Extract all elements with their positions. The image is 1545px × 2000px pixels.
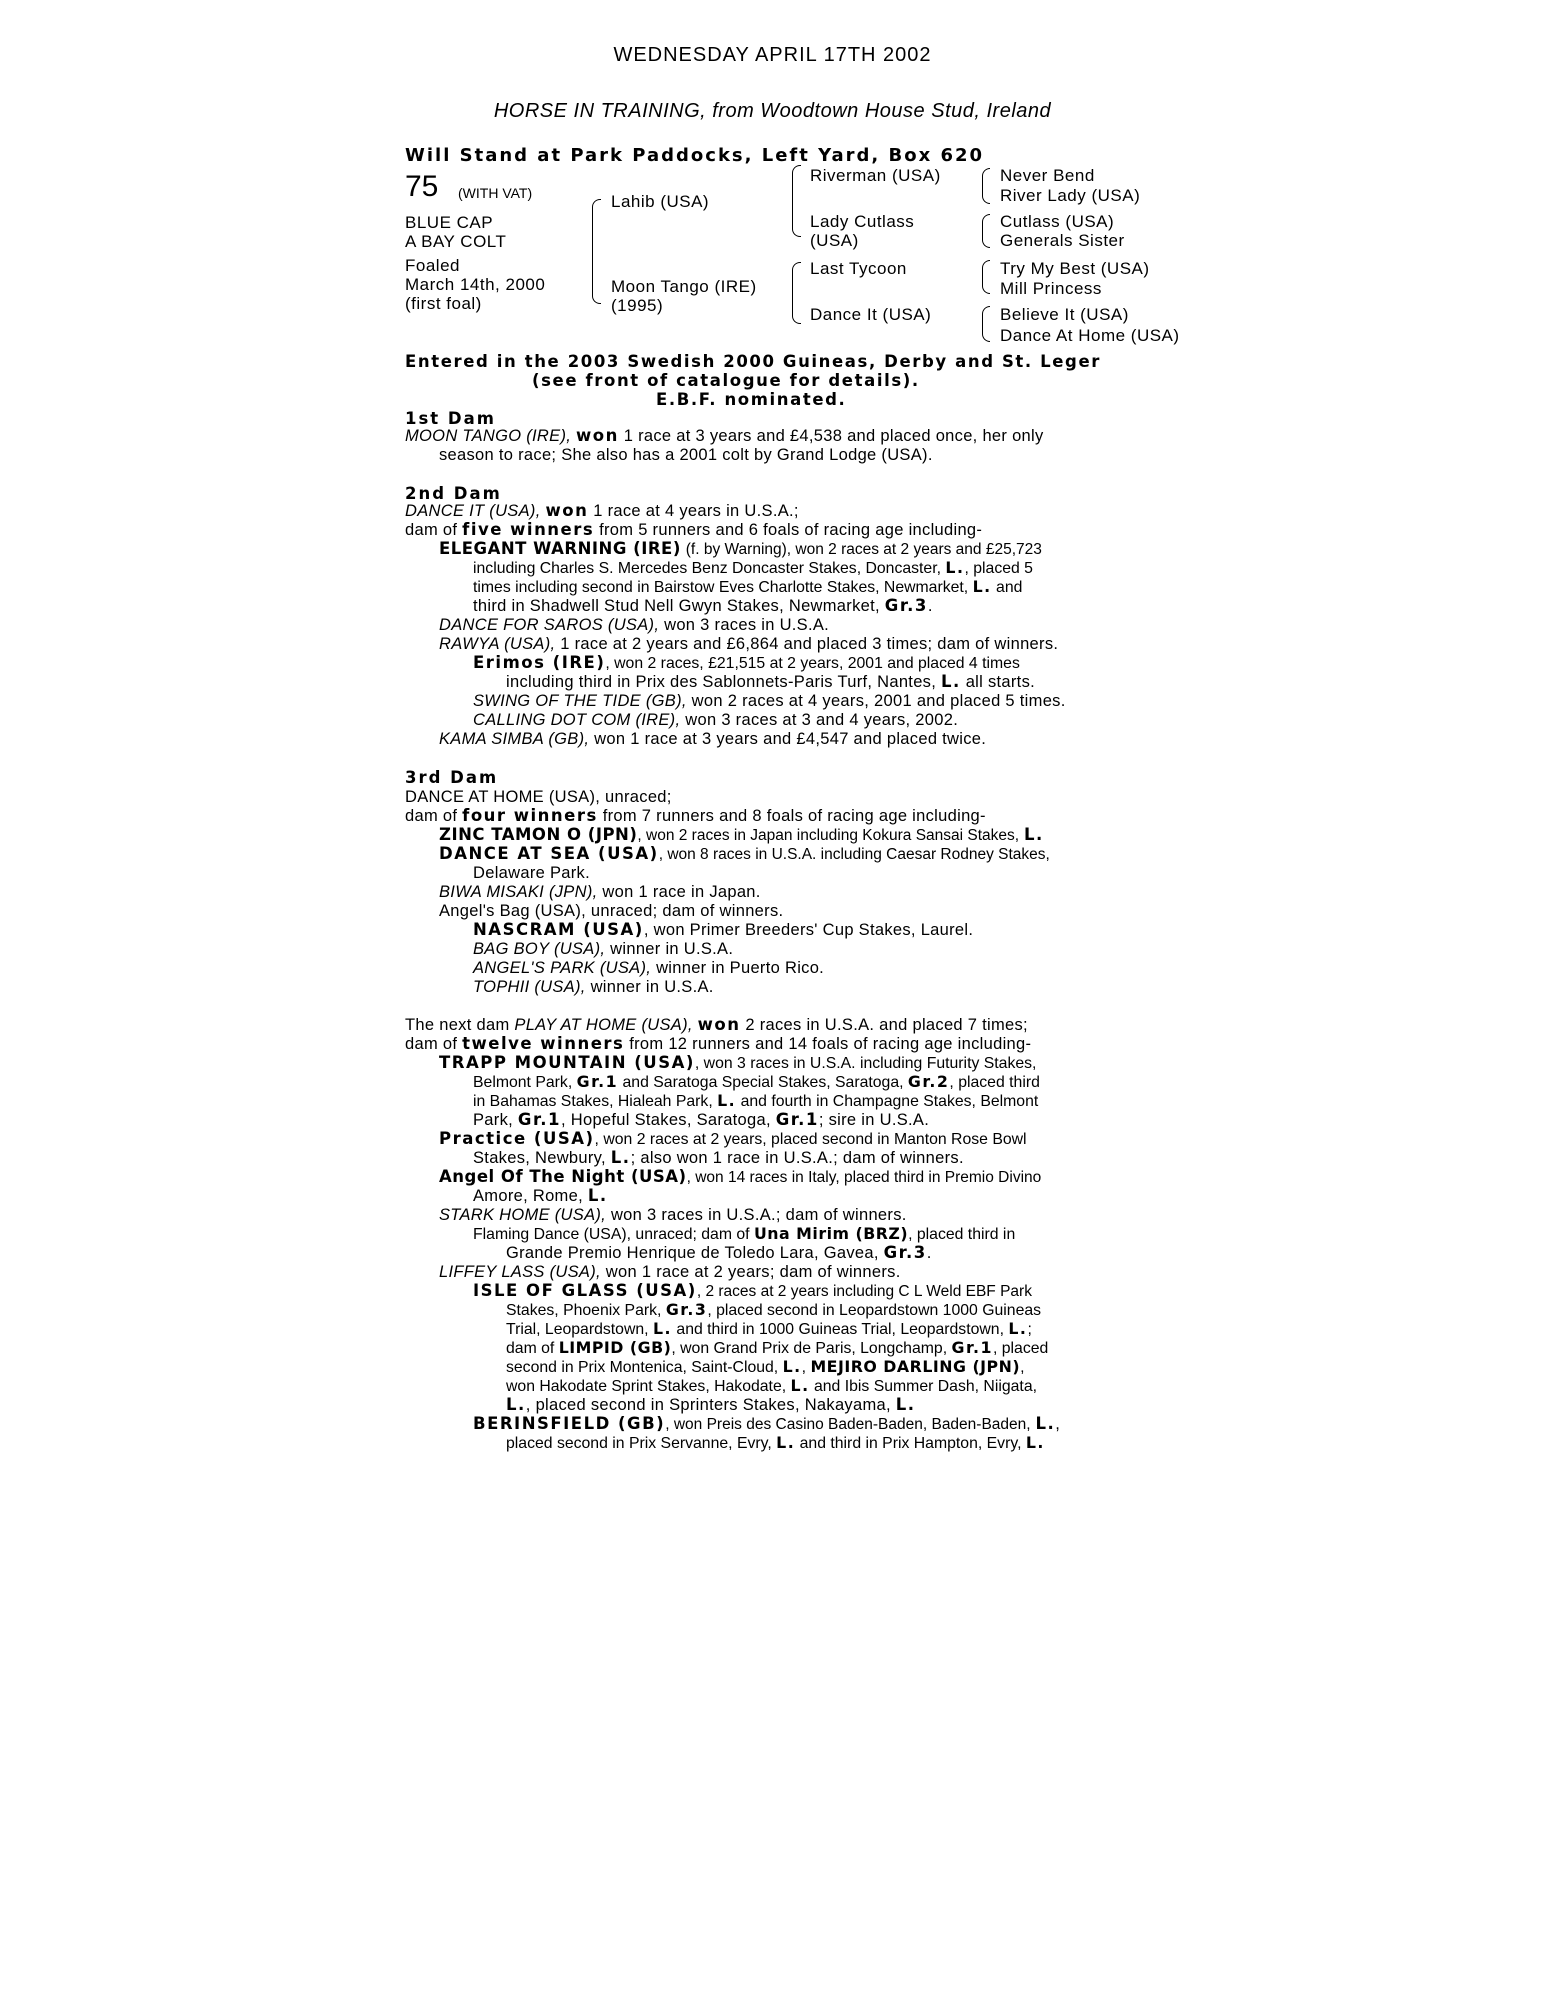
pedigree-brace-sire xyxy=(792,165,801,237)
listed-badge: L. xyxy=(652,1319,673,1338)
horse-name: NASCRAM (USA) xyxy=(473,920,644,939)
winners-count: five winners xyxy=(462,520,595,539)
first-dam-heading: 1st Dam xyxy=(405,409,496,428)
biwa-misaki: BIWA MISAKI (JPN), won 1 race in Japan. xyxy=(439,883,761,901)
race-record: (f. by Warning), won 2 races at 2 years and £25,723 xyxy=(685,541,1042,558)
pedigree-sss: Never Bend xyxy=(1000,166,1095,185)
next-dam-line-1: The next dam PLAY AT HOME (USA), won 2 races in U.S.A. and placed 7 times; xyxy=(405,1015,1028,1034)
lot-number: 75 xyxy=(405,170,439,203)
listed-badge: L. xyxy=(1024,825,1044,844)
pedigree-brace-ds xyxy=(982,260,990,294)
dance-at-sea-line-2: Delaware Park. xyxy=(473,864,590,882)
dance-for-saros: DANCE FOR SAROS (USA), won 3 races in U.S.A. xyxy=(439,616,830,634)
horse-name: Practice (USA) xyxy=(439,1129,595,1148)
elegant-warning-line-1 xyxy=(439,540,1042,560)
trapp-mountain-line-2: Belmont Park, Gr.1 and Saratoga Special Stakes, Saratoga, Gr.2, placed third xyxy=(473,1072,1040,1091)
liffey-lass: LIFFEY LASS (USA), won 1 race at 2 years; dam of winners. xyxy=(439,1263,901,1281)
horse-name: Erimos (IRE) xyxy=(473,653,606,672)
horse-name: BERINSFIELD (GB) xyxy=(473,1414,666,1433)
horse-name: ISLE OF GLASS (USA) xyxy=(473,1281,697,1300)
bag-boy: BAG BOY (USA), winner in U.S.A. xyxy=(473,940,734,958)
erimos-line-2: including third in Prix des Sablonnets-Paris Turf, Nantes, L. all starts. xyxy=(506,672,1036,691)
berinsfield-line-2: placed second in Prix Servanne, Evry, L. and third in Prix Hampton, Evry, L. xyxy=(506,1433,1045,1452)
listed-badge: L. xyxy=(945,558,965,577)
kama-simba: KAMA SIMBA (GB), won 1 race at 3 years and £4,547 and placed twice. xyxy=(439,730,987,748)
horse-name: MEJIRO DARLING (JPN) xyxy=(810,1357,1021,1376)
pedigree-sire-sire: Riverman (USA) xyxy=(810,166,941,185)
pedigree-ssd: River Lady (USA) xyxy=(1000,186,1141,205)
practice-line-2: Stakes, Newbury, L.; also won 1 race in U.S.A.; dam of winners. xyxy=(473,1148,964,1167)
listed-badge: L. xyxy=(895,1395,916,1414)
second-dam-produce xyxy=(405,521,982,540)
third-dam-heading: 3rd Dam xyxy=(405,768,499,787)
listed-badge: L. xyxy=(1035,1414,1056,1433)
listed-badge: L. xyxy=(776,1433,796,1452)
listed-badge: L. xyxy=(717,1091,737,1110)
winners-count: twelve winners xyxy=(462,1034,625,1053)
entries-line-2: (see front of catalogue for details). xyxy=(532,371,920,390)
sale-subtitle: HORSE IN TRAINING, from Woodtown House Stud, Ireland xyxy=(493,100,1052,122)
listed-badge: L. xyxy=(782,1357,802,1376)
winners-count: four winners xyxy=(462,806,598,825)
horse-name: ZINC TAMON O (JPN) xyxy=(439,825,638,844)
third-dam-line-1: DANCE AT HOME (USA), unraced; xyxy=(405,788,672,806)
entries-line-3: E.B.F. nominated. xyxy=(656,390,847,409)
horse-name: DANCE AT SEA (USA) xyxy=(439,844,659,863)
angel-of-the-night-line-1: Angel Of The Night (USA), won 14 races in Italy, placed third in Premio Divino xyxy=(439,1167,1042,1186)
calling-dot-com: CALLING DOT COM (IRE), won 3 races at 3 and 4 years, 2002. xyxy=(473,711,959,729)
elegant-warning-line-4: third in Shadwell Stud Nell Gwyn Stakes, Newmarket, Gr.3. xyxy=(473,596,933,615)
sale-date: WEDNESDAY APRIL 17TH 2002 xyxy=(613,44,932,66)
pedigree-brace-dd xyxy=(982,306,990,342)
pedigree-dam-dam: Dance It (USA) xyxy=(810,305,932,324)
pedigree-dds: Believe It (USA) xyxy=(1000,305,1129,324)
practice-line-1: Practice (USA), won 2 races at 2 years, placed second in Manton Rose Bowl xyxy=(439,1129,1027,1148)
pedigree-ddd: Dance At Home (USA) xyxy=(1000,326,1180,345)
trapp-mountain-line-4: Park, Gr.1, Hopeful Stakes, Saratoga, Gr.1; sire in U.S.A. xyxy=(473,1110,930,1129)
listed-badge: L. xyxy=(1008,1319,1028,1338)
isle-of-glass-line-3: Trial, Leopardstown, L. and third in 1000 Guineas Trial, Leopardstown, L.; xyxy=(506,1319,1032,1338)
dance-at-sea-line-1: DANCE AT SEA (USA), won 8 races in U.S.A. including Caesar Rodney Stakes, xyxy=(439,844,1050,863)
listed-badge: L. xyxy=(941,672,961,691)
flaming-dance-line-1: Flaming Dance (USA), unraced; dam of Una Mirim (BRZ), placed third in xyxy=(473,1224,1016,1243)
stand-location: Will Stand at Park Paddocks, Left Yard, Box 620 xyxy=(405,145,985,166)
group-badge: Gr.3 xyxy=(883,1243,927,1262)
second-dam-line-1 xyxy=(405,502,799,521)
horse-name: LIMPID (GB) xyxy=(558,1338,672,1357)
isle-of-glass-line-7: L., placed second in Sprinters Stakes, Nakayama, L. xyxy=(506,1395,916,1414)
angels-park: ANGEL'S PARK (USA), winner in Puerto Rico. xyxy=(473,959,825,977)
pedigree-dam-year: (1995) xyxy=(611,296,664,315)
angels-bag: Angel's Bag (USA), unraced; dam of winners. xyxy=(439,902,784,920)
pedigree-brace-sd xyxy=(982,214,990,248)
won-label: won xyxy=(576,426,619,445)
horse-name: BLUE CAP xyxy=(405,213,494,232)
tophii: TOPHII (USA), winner in U.S.A. xyxy=(473,978,714,996)
next-dam-produce: dam of twelve winners from 12 runners and 14 foals of racing age including- xyxy=(405,1034,1032,1053)
horse-name: Una Mirim (BRZ) xyxy=(753,1224,909,1243)
isle-of-glass-line-1: ISLE OF GLASS (USA), 2 races at 2 years including C L Weld EBF Park xyxy=(473,1281,1032,1300)
pedigree-dsd: Mill Princess xyxy=(1000,279,1102,298)
foaled-label: Foaled xyxy=(405,256,460,275)
foaled-note: (first foal) xyxy=(405,294,482,313)
listed-badge: L. xyxy=(790,1376,810,1395)
pedigree-brace-dam xyxy=(792,262,801,324)
listed-badge: L. xyxy=(506,1395,526,1414)
second-dam-text: 1 race at 4 years in U.S.A.; xyxy=(593,502,799,520)
group-badge: Gr.2 xyxy=(907,1072,950,1091)
group-badge: Gr.1 xyxy=(951,1338,993,1357)
nascram: NASCRAM (USA), won Primer Breeders' Cup Stakes, Laurel. xyxy=(473,920,974,939)
swing-of-the-tide: SWING OF THE TIDE (GB), won 2 races at 4 years, 2001 and placed 5 times. xyxy=(473,692,1066,710)
angel-of-the-night-line-2: Amore, Rome, L. xyxy=(473,1186,608,1205)
group-badge: Gr.1 xyxy=(775,1110,819,1129)
winners-rest: from 5 runners and 6 foals of racing age including- xyxy=(599,521,983,539)
vat-note: (WITH VAT) xyxy=(458,185,533,201)
second-dam-name: DANCE IT (USA), xyxy=(405,502,541,520)
horse-name: Angel Of The Night (USA) xyxy=(439,1167,687,1186)
horse-name: ELEGANT WARNING (IRE) xyxy=(439,539,681,558)
isle-of-glass-line-6: won Hakodate Sprint Stakes, Hakodate, L. and Ibis Summer Dash, Niigata, xyxy=(506,1376,1037,1395)
second-dam-heading: 2nd Dam xyxy=(405,484,502,503)
pedigree-sds: Cutlass (USA) xyxy=(1000,212,1115,231)
trapp-mountain-line-3: in Bahamas Stakes, Hialeah Park, L. and fourth in Champagne Stakes, Belmont xyxy=(473,1091,1039,1110)
first-dam-line-2: season to race; She also has a 2001 colt by Grand Lodge (USA). xyxy=(439,446,933,464)
group-badge: Gr.3 xyxy=(884,596,928,615)
isle-of-glass-line-5: second in Prix Montenica, Saint-Cloud, L., MEJIRO DARLING (JPN), xyxy=(506,1357,1025,1376)
horse-description: A BAY COLT xyxy=(405,232,507,251)
third-dam-produce: dam of four winners from 7 runners and 8 foals of racing age including- xyxy=(405,806,986,825)
first-dam-line-1 xyxy=(405,427,1044,446)
listed-badge: L. xyxy=(972,577,992,596)
entries-line-1: Entered in the 2003 Swedish 2000 Guineas, Derby and St. Leger xyxy=(405,352,1101,371)
listed-badge: L. xyxy=(610,1148,631,1167)
group-badge: Gr.3 xyxy=(665,1300,708,1319)
group-badge: Gr.1 xyxy=(576,1072,619,1091)
won-label: won xyxy=(697,1015,741,1034)
first-dam-text: 1 race at 3 years and £4,538 and placed once, her only xyxy=(623,427,1044,445)
horse-name: TRAPP MOUNTAIN (USA) xyxy=(439,1053,695,1072)
pedigree-brace-ss xyxy=(982,168,990,204)
pedigree-sire-dam: Lady Cutlass xyxy=(810,212,915,231)
rawya: RAWYA (USA), 1 race at 2 years and £6,864 and placed 3 times; dam of winners. xyxy=(439,635,1059,653)
won-label: won xyxy=(545,501,589,520)
zinc-tamon-o: ZINC TAMON O (JPN), won 2 races in Japan including Kokura Sansai Stakes, L. xyxy=(439,825,1044,844)
listed-badge: L. xyxy=(587,1186,608,1205)
pedigree-sdd: Generals Sister xyxy=(1000,231,1125,250)
pedigree-brace-main xyxy=(592,199,601,304)
pedigree-dam-sire: Last Tycoon xyxy=(810,259,907,278)
stark-home: STARK HOME (USA), won 3 races in U.S.A.; dam of winners. xyxy=(439,1206,907,1224)
elegant-warning-line-3: times including second in Bairstow Eves Charlotte Stakes, Newmarket, L. and xyxy=(473,577,1023,596)
dam-of-label: dam of xyxy=(405,521,458,539)
listed-badge: L. xyxy=(1025,1433,1045,1452)
foaled-date: March 14th, 2000 xyxy=(405,275,546,294)
group-badge: Gr.1 xyxy=(517,1110,561,1129)
pedigree-sire-dam-origin: (USA) xyxy=(810,231,859,250)
isle-of-glass-line-2: Stakes, Phoenix Park, Gr.3, placed second in Leopardstown 1000 Guineas xyxy=(506,1300,1042,1319)
pedigree-dam: Moon Tango (IRE) xyxy=(611,277,757,296)
isle-of-glass-line-4: dam of LIMPID (GB), won Grand Prix de Paris, Longchamp, Gr.1, placed xyxy=(506,1338,1049,1357)
pedigree-sire: Lahib (USA) xyxy=(611,192,710,211)
elegant-warning-line-2: including Charles S. Mercedes Benz Doncaster Stakes, Doncaster, L., placed 5 xyxy=(473,558,1033,577)
trapp-mountain-line-1: TRAPP MOUNTAIN (USA), won 3 races in U.S.A. including Futurity Stakes, xyxy=(439,1053,1037,1072)
first-dam-name: MOON TANGO (IRE), xyxy=(405,427,572,445)
next-dam-name: PLAY AT HOME (USA), xyxy=(514,1016,693,1034)
flaming-dance-line-2: Grande Premio Henrique de Toledo Lara, Gavea, Gr.3. xyxy=(506,1243,932,1262)
erimos-line-1: Erimos (IRE), won 2 races, £21,515 at 2 years, 2001 and placed 4 times xyxy=(473,653,1020,672)
berinsfield-line-1: BERINSFIELD (GB), won Preis des Casino Baden-Baden, Baden-Baden, L., xyxy=(473,1414,1061,1433)
pedigree-dss: Try My Best (USA) xyxy=(1000,259,1150,278)
